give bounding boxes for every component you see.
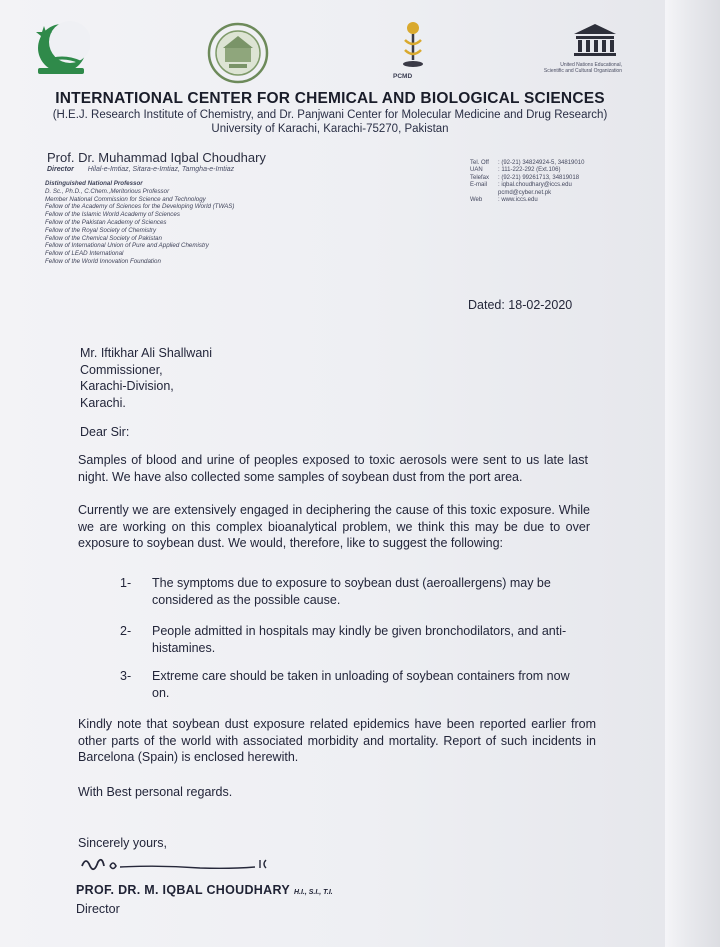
- contact-key: E-mail: [470, 182, 488, 189]
- closing-line: Sincerely yours,: [78, 836, 167, 850]
- fellowship-item: Fellow of LEAD International: [45, 250, 124, 258]
- institution-subtitle: [20, 108, 640, 136]
- fellowship-item: Distinguished National Professor: [45, 180, 143, 187]
- contact-key: Tel. Off: [470, 160, 489, 166]
- signer-block: [76, 883, 333, 897]
- contact-block: [470, 160, 650, 204]
- fellowship-item: Fellow of the Islamic World Academy of Sciences: [45, 211, 180, 219]
- university-seal-logo: [207, 22, 269, 84]
- institution-address: University of Karachi, Karachi-75270, Pakistan: [211, 123, 449, 135]
- pcmd-label: PCMD: [393, 73, 413, 80]
- signer-name: PROF. DR. M. IQBAL CHOUDHARY: [76, 883, 290, 897]
- fellowship-list: [45, 180, 375, 266]
- suggestion-item: [120, 668, 590, 701]
- suggestion-number: 2-: [120, 624, 132, 638]
- letterhead-honours: Hilal-e-Imtiaz, Sitara-e-Imtiaz, Tamgha-e-Imtiaz: [87, 166, 235, 173]
- suggestion-text: People admitted in hospitals may kindly be given bronchodilators, and anti-histamines.: [152, 624, 567, 655]
- fellowship-item: Fellow of the Pakistan Academy of Sciences: [45, 218, 167, 226]
- fellowship-item: Fellow of the Academy of Sciences for the Developing World (TWAS): [45, 203, 235, 211]
- contact-value: : 111-222-292 (Ext.106): [498, 167, 561, 174]
- address-line: Karachi-Division,: [80, 379, 174, 393]
- address-line: Karachi.: [80, 395, 126, 410]
- letterhead-title: Director: [47, 166, 74, 173]
- contact-value: : (92-21) 34824924-5, 34819010: [498, 160, 585, 166]
- contact-key: UAN: [470, 167, 483, 174]
- unesco-caption: United Nations Educational, Scientific and Cultural Organization: [543, 62, 622, 74]
- regards-line: With Best personal regards.: [78, 785, 233, 799]
- contact-row: [470, 160, 650, 167]
- paragraph-epidemics: Kindly note that soybean dust exposure related epidemics have been reported earlier from other parts of the world with associated morbidity and mortality. Report of such incidents in Barcelona (Spain) is enclosed herewith.: [78, 717, 596, 764]
- contact-row: [470, 190, 650, 197]
- letterhead-name: Prof. Dr. Muhammad Iqbal Choudhary: [47, 150, 266, 165]
- crescent-emblem-logo: [30, 18, 90, 80]
- contact-row: [470, 182, 650, 189]
- recipient-address: [80, 345, 212, 411]
- contact-value: : www.iccs.edu: [498, 197, 538, 204]
- salutation: Dear Sir:: [80, 425, 130, 439]
- suggestion-number: 1-: [120, 576, 132, 590]
- contact-row: [470, 175, 650, 182]
- suggestion-text: Extreme care should be taken in unloading of soybean containers from now on.: [152, 669, 570, 700]
- pcmd-emblem-logo: [393, 20, 433, 72]
- contact-key: Web: [470, 197, 483, 204]
- institution-subtitle-line1: (H.E.J. Research Institute of Chemistry, and Dr. Panjwani Center for Molecular Medicine and Drug Research): [52, 109, 608, 121]
- unesco-temple-logo: [570, 22, 620, 58]
- letter-date: Dated: 18-02-2020: [468, 298, 573, 312]
- institution-title: INTERNATIONAL CENTER FOR CHEMICAL AND BIOLOGICAL SCIENCES: [55, 90, 605, 107]
- fellowship-item: Member National Commission for Science and Technology: [45, 195, 206, 203]
- fellowship-item: Fellow of the World Innovation Foundation: [45, 257, 161, 265]
- handwritten-signature: [80, 852, 280, 876]
- letterhead-title-line: [47, 166, 234, 173]
- contact-key: Telefax: [470, 174, 490, 181]
- paragraph-investigation: Currently we are extensively engaged in deciphering the cause of this toxic exposure. While we are working on this complex bioanalytical problem, we think this may be due to over exposure to soybean dust. We would, therefore, like to suggest the following:: [78, 503, 590, 550]
- suggestion-item: [120, 575, 590, 608]
- address-line: Mr. Iftikhar Ali Shallwani: [80, 346, 212, 360]
- fellowship-item: D. Sc., Ph.D., C.Chem.,Meritorious Professor: [45, 187, 170, 195]
- fellowship-item: Fellow of the Chemical Society of Pakistan: [45, 234, 162, 242]
- fellowship-item: Fellow of the Royal Society of Chemistry: [45, 226, 157, 234]
- paragraph-samples: Samples of blood and urine of peoples exposed to toxic aerosols were sent to us late last night. We have also collected some samples of soybean dust from the port area.: [78, 453, 588, 484]
- signer-honours: H.I., S.I., T.I.: [293, 889, 333, 896]
- address-line: Commissioner,: [80, 362, 163, 377]
- contact-row: [470, 197, 650, 204]
- contact-row: [470, 167, 650, 174]
- contact-value: : (92-21) 99261713, 34819018: [498, 174, 580, 181]
- suggestion-item: [120, 623, 590, 656]
- contact-key: [470, 190, 498, 197]
- suggestion-text: The symptoms due to exposure to soybean dust (aeroallergens) may be considered as the possible cause.: [152, 576, 551, 607]
- signer-title: Director: [76, 902, 120, 916]
- suggestion-number: 3-: [120, 669, 132, 683]
- contact-value: : iqbal.choudhary@iccs.edu: [498, 182, 572, 189]
- background-surface: [665, 0, 720, 947]
- fellowship-item: Fellow of International Union of Pure and Applied Chemistry: [45, 242, 209, 250]
- contact-value: pcmd@cyber.net.pk: [498, 189, 552, 196]
